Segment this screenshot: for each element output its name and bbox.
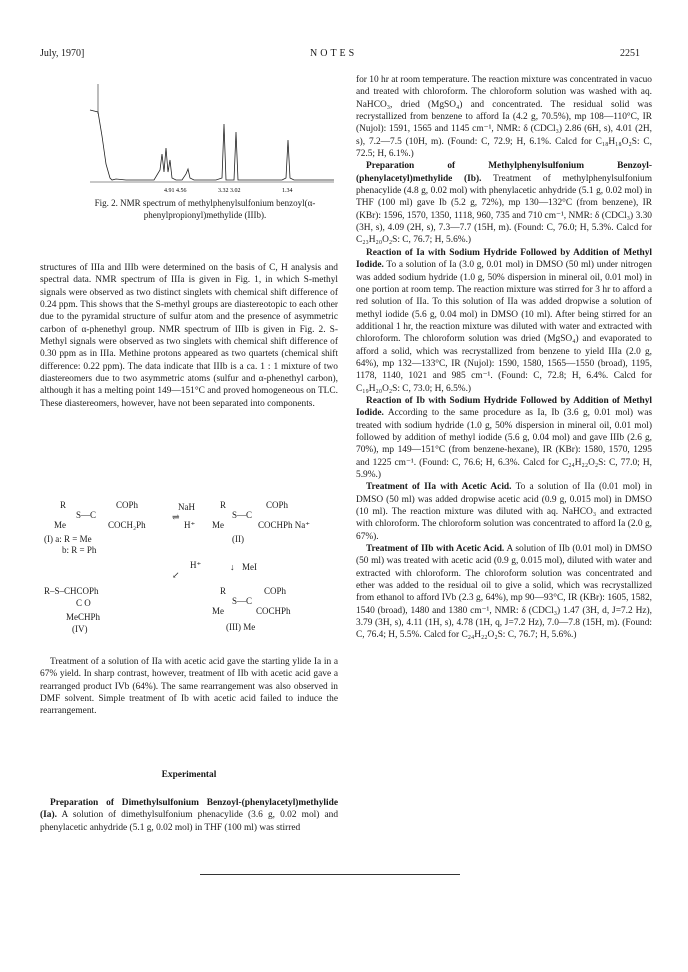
scheme-label: b: R = Ph (62, 545, 97, 555)
scheme-reagent: H⁺ (190, 560, 202, 570)
paragraph-text: To a solution of IIa (0.01 mol) in DMSO (50 ml) was added dropwise acetic acid (0.9 g, 0.015 mol) in DMSO (10 ml). The reaction mixture was diluted with aq. NaHCO₃ and extracted with chloroform. The chloroform solution was concentrated to afford Ia (2.0 g, 67%). (356, 482, 653, 542)
tick-label: 1.34 (282, 188, 293, 194)
arrow-to-III: ↓ (230, 562, 235, 572)
scheme-label: R (220, 500, 227, 510)
left-column-lower (40, 656, 338, 718)
paragraph: Treatment of a solution of IIa with acetic acid gave the starting ylide Ia in a 67% yield. In sharp contrast, however, treatment of IIb with acetic acid gave a rearranged product IVb (64%). The same rearrangement was also observed in DMF solvent. Simple treatment of Ib with acetic acid failed to induce the rearrangement. (40, 657, 338, 717)
equilibrium-arrow: ⇌ (172, 512, 180, 522)
scheme-label: (I) a: R = Me (44, 534, 92, 544)
experimental-intro (40, 797, 338, 834)
figure-caption: Fig. 2. NMR spectrum of methylphenylsulfonium benzoyl(α-phenylpropionyl)methylide (IIIb). (94, 198, 316, 220)
paragraph-block (356, 543, 652, 642)
left-column (40, 262, 338, 410)
nmr-spectrum (86, 74, 338, 194)
scheme-label: S—C (232, 510, 253, 520)
subsection-title: Preparation of Dimethylsulfonium Benzoyl-(phenylacetyl)methylide (Ia). (40, 798, 338, 821)
right-column (356, 74, 652, 642)
scheme-label: R (220, 586, 227, 596)
subsection-title: Reaction of Ia with Sodium Hydride Followed by Addition of Methyl Iodide. (356, 247, 652, 271)
scheme-label: COCHPh Na⁺ (258, 520, 311, 530)
paragraph-text: To a solution of Ia (3.0 g, 0.01 mol) in DMSO (50 ml) under nitrogen was added sodium hydride (1.0 g, 50% dispersion in mineral oil, 0.01 mol) in one portion at room temp. The reaction mixture was stirred for 3 hr to afford a red solution of IIa. To this solution of IIa was added dropwise a solution of methyl iodide (5.6 g, 0.04 mol) in DMSO (10 ml). After being stirred for an additional 1 hr, the reaction mixture was diluted with water and extracted with chloroform. The chloroform solution was dried (MgSO₄) and evaporated to afford a solid, which was recrystallized from benzene to yield IIIa (2.0 g, 64%), mp 132—133°C, IR (Nujol): 1590, 1580, 1565—1550 (broad), 1195, 1178, 1140, 1021 and 985 cm⁻¹. (Found: C, 72.8; H, 6.4%. Calcd for C₁₉H₂₀O₂S: C, 73.0; H, 6.5%.) (356, 260, 652, 394)
tick-label: 3.32 3.02 (218, 188, 241, 194)
paragraph-block (356, 74, 652, 160)
scheme-reagent: NaH (178, 502, 195, 512)
scheme-label: R–S–CHCOPh (44, 586, 99, 596)
scheme-label: COPh (266, 500, 289, 510)
scheme-reagent: H⁺ (184, 520, 196, 530)
scheme-label: MeCHPh (66, 612, 101, 622)
experimental-heading: Experimental (161, 770, 217, 780)
header-page-number: 2251 (620, 48, 640, 59)
scheme-label: (IV) (72, 624, 88, 634)
header-section: NOTES (310, 48, 358, 59)
reaction-scheme (40, 500, 340, 652)
scheme-label: S—C (232, 596, 253, 606)
paragraph-text: for 10 hr at room temperature. The reaction mixture was concentrated in vacuo and treated with chloroform. The chloroform solution was washed with aq. NaHCO₃, dried (MgSO₄) and concentrated. The residual solid was recrystallized from benzene to afford Ia (4.2 g, 70.5%), mp 108—110°C, IR (Nujol): 1591, 1565 and 1145 cm⁻¹, NMR: δ (CDCl₃) 2.86 (6H, s), 4.01 (2H, s), 7.2—7.5 (10H, m). (Found: C, 72.9; H, 6.1%. Calcd for C₁₈H₁₈O₂S: C, 72.5; H, 6.1%.) (356, 75, 652, 160)
scheme-reagent: MeI (242, 562, 257, 572)
paragraph-block (356, 481, 652, 543)
paragraph-block (356, 395, 652, 481)
scheme-label: (III) Me (226, 622, 256, 632)
scheme-label: R (60, 500, 67, 510)
paragraph-text: According to the same procedure as Ia, Ib (3.6 g, 0.01 mol) was treated with sodium hydride (1.0 g, 50% dispersion in mineral oil, 0.01 mol) followed by addition of methyl iodide (5.6 g, 0.04 mol) and gave IIIb (2.6 g, 70%), mp 149—151°C (from benzene-hexane), IR (KBr): 1580, 1570, 1295 and 1225 cm⁻¹. (Found: C, 76.6; H, 6.3%. Calcd for C₂₄H₂₂O₂S: C, 77.0; H, 5.9%.) (356, 408, 652, 480)
scheme-label: COCH₂Ph (108, 520, 146, 530)
paragraph-text: A solution of IIb (0.01 mol) in DMSO (50 ml) was treated with acetic acid (0.9 g, 0.015 mol), diluted with water and extracted with chloroform. The chloroform solution was concentrated and ether was added to the residual oil to give a solid, which was recrystallized from ethanol to afford IVb (2.3 g, 64%), mp 90—93°C, IR (KBr): 1605, 1582, 1540 (broad), 1480 and 1380 cm⁻¹, NMR: δ (CDCl₃) 1.47 (3H, d, J=7.2 Hz), 3.79 (3H, s), 4.11 (1H, s), 4.78 (1H, q, J=7.2 Hz), 7.0—7.8 (15H, m). (Found: C, 76.4; H, 5.5%. Calcd for C₂₄H₂₂O₂S: C, 76.7; H, 5.6%.) (356, 544, 653, 641)
paragraph: A solution of dimethylsulfonium phenacylide (3.6 g, 0.02 mol) and phenylacetic anhydride (5.1 g, 0.02 mol) in THF (100 ml) was stirred (40, 810, 339, 833)
subsection-title: Treatment of IIb with Acetic Acid. (366, 544, 505, 555)
scheme-label: COPh (116, 500, 139, 510)
arrow-to-IV: ↙ (172, 570, 180, 580)
header-date: July, 1970] (40, 48, 85, 59)
scheme-label: C O (76, 598, 91, 608)
subsection-title: Preparation of Methylphenylsulfonium Benzoyl-(phenylacetyl)methylide (Ib). (356, 161, 652, 184)
subsection-title: Treatment of IIa with Acetic Acid. (366, 482, 512, 493)
paragraph-text: Treatment of methylphenylsulfonium phenacylide (4.8 g, 0.02 mol) with phenylacetic anhydride (5.1 g, 0.02 mol) in THF (100 ml) gave Ib (5.2 g, 72%), mp 130—132°C (from benzene), IR (KBr): 1596, 1570, 1350, 1118, 960, 735 and 710 cm⁻¹, NMR: δ (CDCl₃) 3.30 (3H, s), 4.09 (2H, s), 7.3—7.7 (15H, m). (Found: C, 76.0; H, 5.3%. Calcd for C₂₃H₂₀O₂S: C, 76.7; H, 5.6%.) (356, 173, 652, 246)
scheme-label: S—C (76, 510, 97, 520)
scheme-label: COCHPh (256, 606, 291, 616)
paragraph: structures of IIIa and IIIb were determined on the basis of C, H analysis and spectral data. NMR spectrum of IIIa is given in Fig. 1, in which S-methyl signals were observed as two distinct singlets with chemical shift difference of 0.24 ppm. This shows that the S-methyl groups are diastereotopic to each other due to the pyramidal structure of sulfur atom and the presence of asymmetric carbon of α-phenethyl group. NMR spectrum of IIIb is given in Fig. 2. S-Methyl signals were observed as two singlets with chemical shift difference of 0.30 ppm as in IIIa. Methine protons appeared as two quartets (chemical shift difference: 0.22 ppm). The data indicate that IIIb is a ca. 1 : 1 mixture of two diastereomers due to two asymmetric atoms (sulfur and α-phenethyl carbon), although it has a melting point 149—151°C and proved homogeneous on TLC. These diastereomers, however, have not been separated into components. (40, 263, 338, 409)
scheme-label: Me (212, 520, 224, 530)
scheme-label: Me (54, 520, 66, 530)
paragraph-block (356, 247, 652, 395)
paragraph-block (356, 160, 652, 246)
spectrum-trace (90, 110, 334, 180)
footer-rule (200, 874, 460, 875)
subsection-title: Reaction of Ib with Sodium Hydride Followed by Addition of Methyl Iodide. (356, 395, 652, 419)
scheme-label: COPh (264, 586, 287, 596)
scheme-label: Me (212, 606, 224, 616)
tick-label: 4.91 4.56 (164, 188, 187, 194)
scheme-label: (II) (232, 534, 244, 544)
